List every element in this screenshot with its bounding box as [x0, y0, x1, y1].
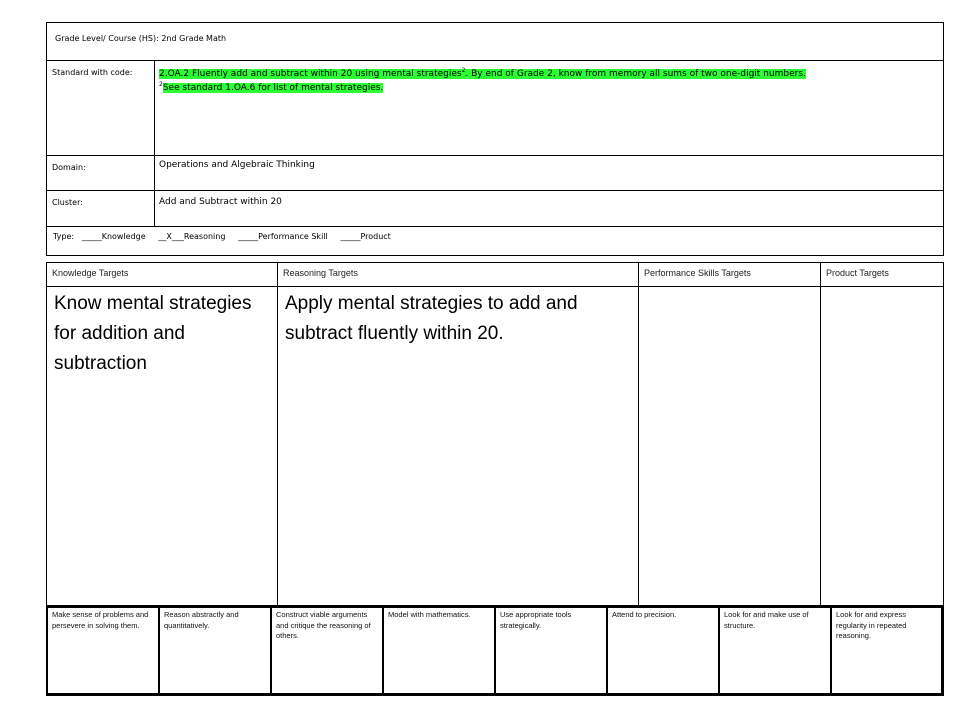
standard-line1-part-a: 2.OA.2 Fluently add and subtract within 20 using mental strategies	[159, 69, 462, 79]
standard-line1-part-b: . By end of Grade 2, know from memory all sums of two one-digit numbers.	[465, 69, 806, 79]
standard-label: Standard with code:	[47, 61, 155, 155]
performance-targets-cell	[639, 287, 821, 605]
practice-2: Reason abstractly and quantitatively.	[160, 608, 272, 693]
standard-value	[155, 61, 943, 155]
reasoning-targets-cell: Apply mental strategies to add and subtract fluently within 20.	[278, 287, 639, 605]
product-targets-header: Product Targets	[821, 263, 943, 287]
practice-4: Model with mathematics.	[384, 608, 496, 693]
type-line: Type: _____Knowledge __X___Reasoning _____Performance Skill _____Product	[53, 232, 391, 241]
learning-targets-table	[46, 262, 944, 606]
standard-text-line1	[159, 69, 806, 79]
standard-info-table	[46, 22, 944, 256]
performance-targets-header: Performance Skills Targets	[639, 263, 821, 287]
cluster-row	[47, 191, 943, 227]
domain-value: Operations and Algebraic Thinking	[159, 160, 315, 170]
domain-label: Domain:	[47, 156, 155, 190]
standard-footnote-mark: 2	[461, 67, 466, 74]
practice-7: Look for and make use of structure.	[720, 608, 832, 693]
practice-5: Use appropriate tools strategically.	[496, 608, 608, 693]
grade-label-group	[55, 34, 226, 43]
practice-3: Construct viable arguments and critique the reasoning of others.	[272, 608, 384, 693]
grade-label: Grade Level/ Course (HS):	[55, 34, 159, 43]
knowledge-targets-header: Knowledge Targets	[47, 263, 278, 287]
type-row	[47, 227, 943, 257]
domain-row	[47, 156, 943, 191]
cluster-value: Add and Subtract within 20	[159, 197, 282, 207]
practice-6: Attend to precision.	[608, 608, 720, 693]
practice-1: Make sense of problems and persevere in solving them.	[48, 608, 160, 693]
grade-value: 2nd Grade Math	[161, 34, 227, 43]
knowledge-targets-cell: Know mental strategies for addition and subtraction	[47, 287, 278, 605]
math-practices-row	[46, 606, 944, 696]
reasoning-targets-header: Reasoning Targets	[278, 263, 639, 287]
standard-row	[47, 61, 943, 156]
footnote-mark: 2	[159, 81, 163, 88]
practice-8: Look for and express regularity in repeated reasoning.	[836, 610, 907, 640]
grade-row	[47, 23, 943, 61]
standard-footnote: See standard 1.OA.6 for list of mental strategies.	[162, 83, 384, 93]
cluster-label: Cluster:	[47, 191, 155, 226]
product-targets-cell	[821, 287, 943, 605]
